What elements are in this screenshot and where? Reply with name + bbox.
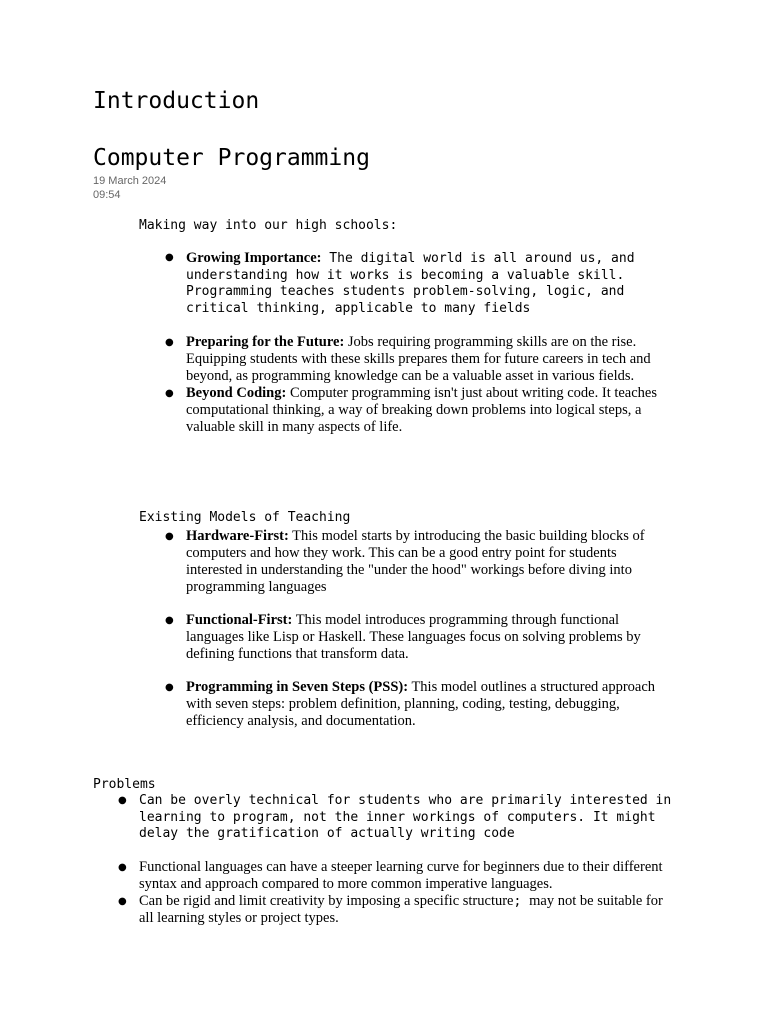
section-teaching-models-list [165, 528, 676, 730]
section-label-problems: Problems [93, 777, 156, 792]
section-high-schools-list [165, 250, 666, 436]
list-item-text: Jobs requiring programming skills are on the rise. Equipping students with these skills prepares them for future careers in tech and beyond, as programming knowledge can be a valuable asset in various fields. [186, 334, 651, 384]
list-item-text: Computer programming isn't just about writing code. It teaches computational thinking, a way of breaking down problems into logical steps, a valuable skill in many aspects of life. [186, 385, 658, 435]
list-item-lead: Programming in Seven Steps (PSS): [186, 679, 409, 695]
list-item-text: This model introduces programming through functional languages like Lisp or Haskell. These languages focus on solving problems by defining functions that transform data. [186, 612, 641, 662]
list-item [118, 892, 679, 927]
bullet-icon: ● [165, 388, 174, 399]
bullet-icon: ● [165, 252, 174, 263]
list-item [165, 385, 666, 436]
list-item-text: Can be rigid and limit creativity by imposing a specific structure [139, 892, 514, 909]
bullet-icon: ● [118, 861, 127, 873]
page-timestamp [93, 174, 166, 202]
section-problems-list [118, 793, 679, 927]
list-item-lead: Hardware-First: [186, 528, 289, 544]
bullet-icon: ● [118, 795, 127, 806]
bullet-icon: ● [165, 531, 174, 542]
list-item-text: may not be suitable for all learning styles or project types. [139, 892, 663, 926]
list-item-text: This model outlines a structured approach with seven steps: problem definition, planning, coding, testing, debugging, efficiency analysis, and documentation. [186, 679, 656, 729]
page-title: Computer Programming [93, 145, 370, 171]
section-label-high-schools: Making way into our high schools: [139, 218, 398, 233]
list-item [118, 793, 679, 843]
list-item-lead: Growing Importance: [186, 250, 322, 266]
bullet-icon: ● [165, 682, 174, 693]
bullet-icon: ● [165, 615, 174, 626]
list-item-text: The digital world is all around us, and understanding how it works is becoming a valuable skill. Programming teaches students problem-solving, logic, and critical thinking, applicable to many fields [186, 251, 635, 316]
list-item [118, 858, 679, 893]
bullet-icon: ● [165, 337, 174, 348]
page-heading: Introduction [93, 88, 260, 114]
list-item-lead: Beyond Coding: [186, 385, 287, 401]
list-item [165, 612, 676, 663]
list-item-text: Can be overly technical for students who are primarily interested in learning to program, not the inner workings of computers. It might delay the gratification of actually writing code [139, 793, 672, 841]
list-item [165, 679, 676, 730]
list-item-text: Functional languages can have a steeper learning curve for beginners due to their different syntax and approach compared to more common imperative languages. [139, 858, 663, 892]
list-item [165, 334, 666, 385]
section-label-teaching-models: Existing Models of Teaching [139, 510, 351, 525]
list-item-lead: Functional-First: [186, 612, 293, 628]
page-time: 09:54 [93, 189, 121, 201]
list-item-text: This model starts by introducing the basic building blocks of computers and how they work. This can be a good entry point for students interested in understanding the "under the hood" workings before diving into programming languages [186, 528, 645, 595]
list-item [165, 528, 676, 596]
list-item-lead: Preparing for the Future: [186, 334, 345, 350]
list-item [165, 250, 666, 317]
page-date: 19 March 2024 [93, 175, 167, 187]
bullet-icon: ● [118, 895, 127, 907]
list-item-separator: ; [513, 893, 530, 909]
